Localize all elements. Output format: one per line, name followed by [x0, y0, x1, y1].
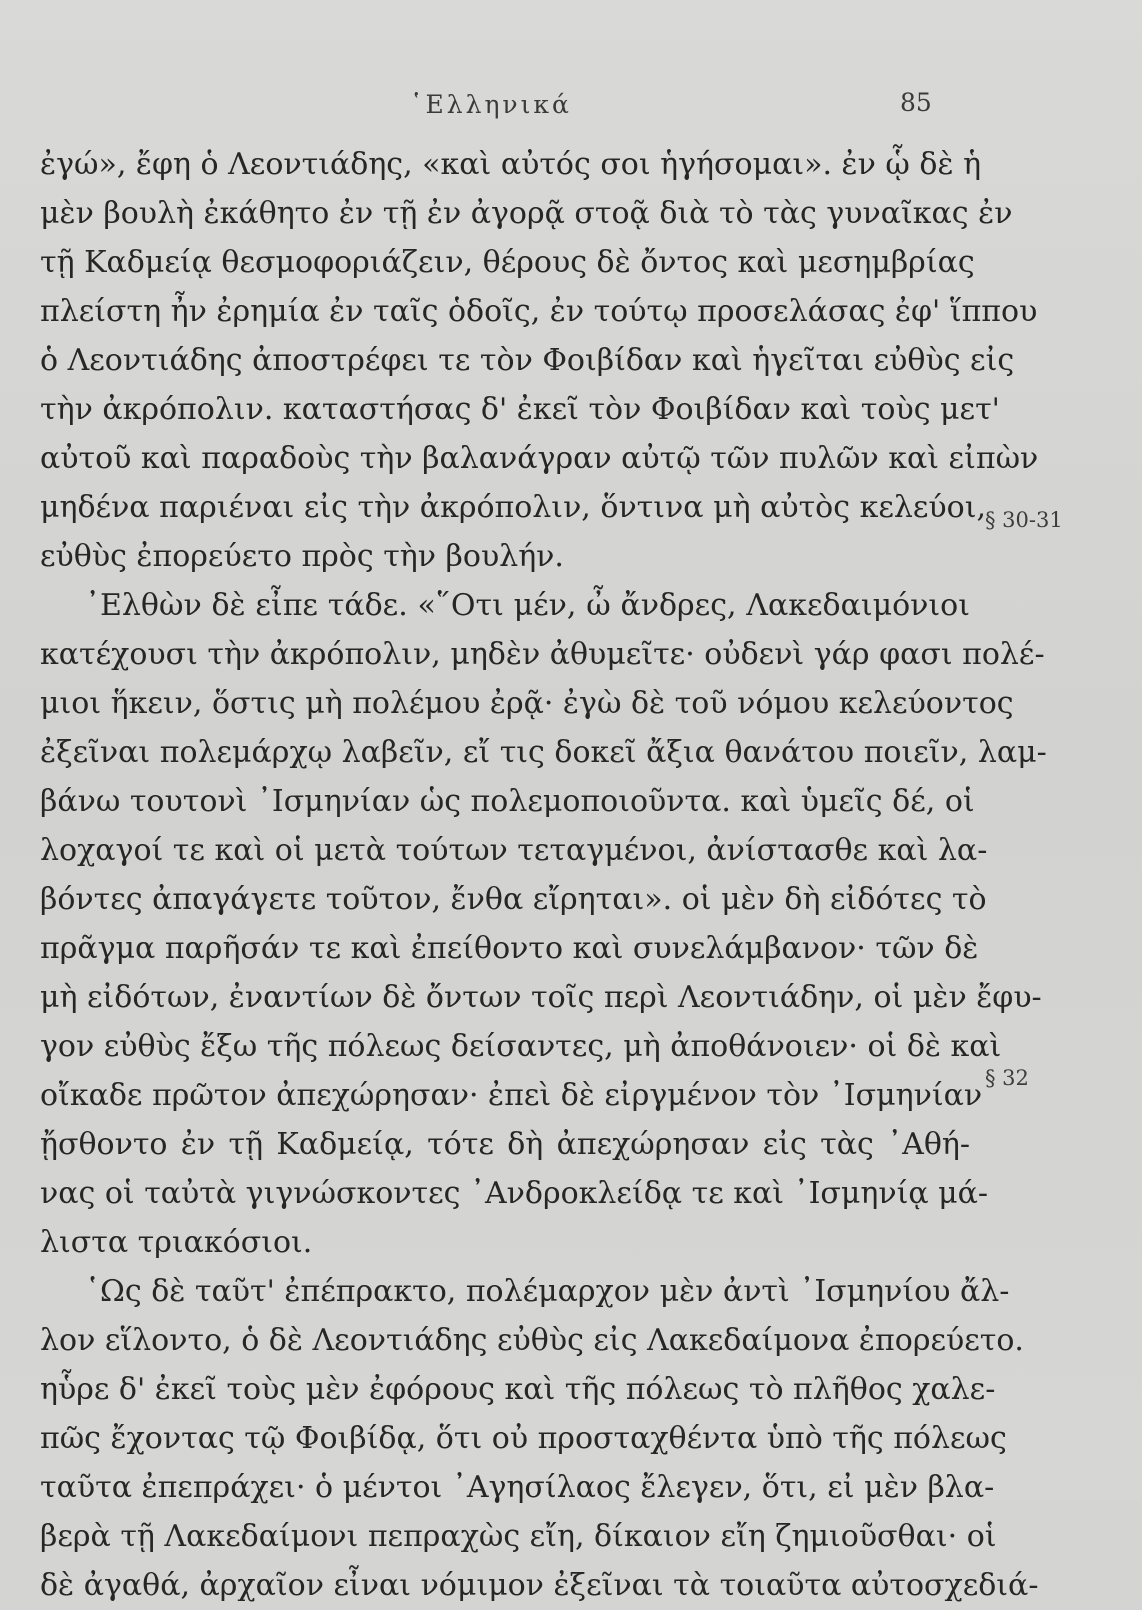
text-line: ἐγώ», ἔφη ὁ Λεοντιάδης, «καὶ αὐτός σοι ἡγήσομαι». ἐν ᾧ δὲ ἡ: [40, 147, 982, 182]
text-line: ὁ Λεοντιάδης ἀποστρέφει τε τὸν Φοιβίδαν καὶ ἡγεῖται εὐθὺς εἰς: [40, 343, 1015, 378]
text-line: βάνω τουτονὶ ᾿Ισμηνίαν ὡς πολεμοποιοῦντα. καὶ ὑμεῖς δέ, οἱ: [40, 784, 975, 819]
text-line: νας οἱ ταὐτὰ γιγνώσκοντες ᾿Ανδροκλείδᾳ τε καὶ ᾿Ισμηνίᾳ μά-: [40, 1176, 989, 1211]
running-title: ῾Ελληνικά: [410, 90, 572, 119]
text-line: ηὗρε δ' ἐκεῖ τοὺς μὲν ἐφόρους καὶ τῆς πόλεως τὸ πλῆθος χαλε-: [40, 1372, 996, 1407]
section-marker-32: § 32: [985, 1066, 1029, 1090]
text-line: τῇ Καδμείᾳ θεσμοφοριάζειν, θέρους δὲ ὄντος καὶ μεσημβρίας: [40, 245, 975, 280]
text-line: ῾Ως δὲ ταῦτ' ἐπέπρακτο, πολέμαρχον μὲν ἀντὶ ᾿Ισμηνίου ἄλ-: [85, 1274, 1010, 1309]
text-line: κατέχουσι τὴν ἀκρόπολιν, μηδὲν ἀθυμεῖτε· οὐδενὶ γάρ φασι πολέ-: [40, 637, 1045, 672]
text-line: οἴκαδε πρῶτον ἀπεχώρησαν· ἐπεὶ δὲ εἰργμένον τὸν ᾿Ισμηνίαν: [40, 1078, 983, 1113]
text-line: μὲν βουλὴ ἐκάθητο ἐν τῇ ἐν ἀγορᾷ στοᾷ διὰ τὸ τὰς γυναῖκας ἐν: [40, 196, 1013, 231]
text-line: τὴν ἀκρόπολιν. καταστήσας δ' ἐκεῖ τὸν Φοιβίδαν καὶ τοὺς μετ': [40, 392, 1000, 427]
text-line: ἐξεῖναι πολεμάρχῳ λαβεῖν, εἴ τις δοκεῖ ἄξια θανάτου ποιεῖν, λαμ-: [40, 735, 1047, 770]
text-line: ταῦτα ἐπεπράχει· ὁ μέντοι ᾿Αγησίλαος ἔλεγεν, ὅτι, εἰ μὲν βλα-: [40, 1470, 995, 1505]
text-line: εὐθὺς ἐπορεύετο πρὸς τὴν βουλήν.: [40, 539, 564, 574]
text-line: μιοι ἥκειν, ὅστις μὴ πολέμου ἐρᾷ· ἐγὼ δὲ τοῦ νόμου κελεύοντος: [40, 686, 1014, 721]
text-line: λον εἵλοντο, ὁ δὲ Λεοντιάδης εὐθὺς εἰς Λακεδαίμονα ἐπορεύετο.: [40, 1323, 1024, 1358]
page-header: [0, 82, 1142, 122]
text-line: μηδένα παριέναι εἰς τὴν ἀκρόπολιν, ὅντινα μὴ αὐτὸς κελεύοι,: [40, 490, 987, 525]
text-line: λιστα τριακόσιοι.: [40, 1225, 313, 1260]
text-line: δὲ ἀγαθά, ἀρχαῖον εἶναι νόμιμον ἐξεῖναι τὰ τοιαῦτα αὐτοσχεδιά-: [40, 1568, 1039, 1603]
text-line: μὴ εἰδότων, ἐναντίων δὲ ὄντων τοῖς περὶ Λεοντιάδην, οἱ μὲν ἔφυ-: [40, 980, 1042, 1015]
text-line: πλείστη ἦν ἐρημία ἐν ταῖς ὁδοῖς, ἐν τούτῳ προσελάσας ἐφ' ἵππου: [40, 294, 1038, 329]
text-line: ᾔσθοντο ἐν τῇ Καδμείᾳ, τότε δὴ ἀπεχώρησαν εἰς τὰς ᾿Αθή-: [40, 1127, 970, 1162]
text-line: λοχαγοί τε καὶ οἱ μετὰ τούτων τεταγμένοι, ἀνίστασθε καὶ λα-: [40, 833, 988, 868]
text-line: πῶς ἔχοντας τῷ Φοιβίδᾳ, ὅτι οὐ προσταχθέντα ὑπὸ τῆς πόλεως: [40, 1421, 1007, 1456]
text-line: πρᾶγμα παρῆσάν τε καὶ ἐπείθοντο καὶ συνελάμβανον· τῶν δὲ: [40, 931, 979, 966]
section-marker-30-31: § 30-31: [985, 508, 1063, 532]
text-line: βερὰ τῇ Λακεδαίμονι πεπραχὼς εἴη, δίκαιον εἴη ζημιοῦσθαι· οἱ: [40, 1519, 997, 1554]
text-line: βόντες ἀπαγάγετε τοῦτον, ἔνθα εἴρηται». οἱ μὲν δὴ εἰδότες τὸ: [40, 882, 987, 917]
text-line: γον εὐθὺς ἔξω τῆς πόλεως δείσαντες, μὴ ἀποθάνοιεν· οἱ δὲ καὶ: [40, 1029, 1002, 1064]
text-line: ᾿Ελθὼν δὲ εἶπε τάδε. «῞Οτι μέν, ὦ ἄνδρες, Λακεδαιμόνιοι: [85, 588, 970, 623]
text-line: αὐτοῦ καὶ παραδοὺς τὴν βαλανάγραν αὐτῷ τῶν πυλῶν καὶ εἰπὼν: [40, 441, 1039, 476]
page-number: 85: [900, 88, 932, 117]
